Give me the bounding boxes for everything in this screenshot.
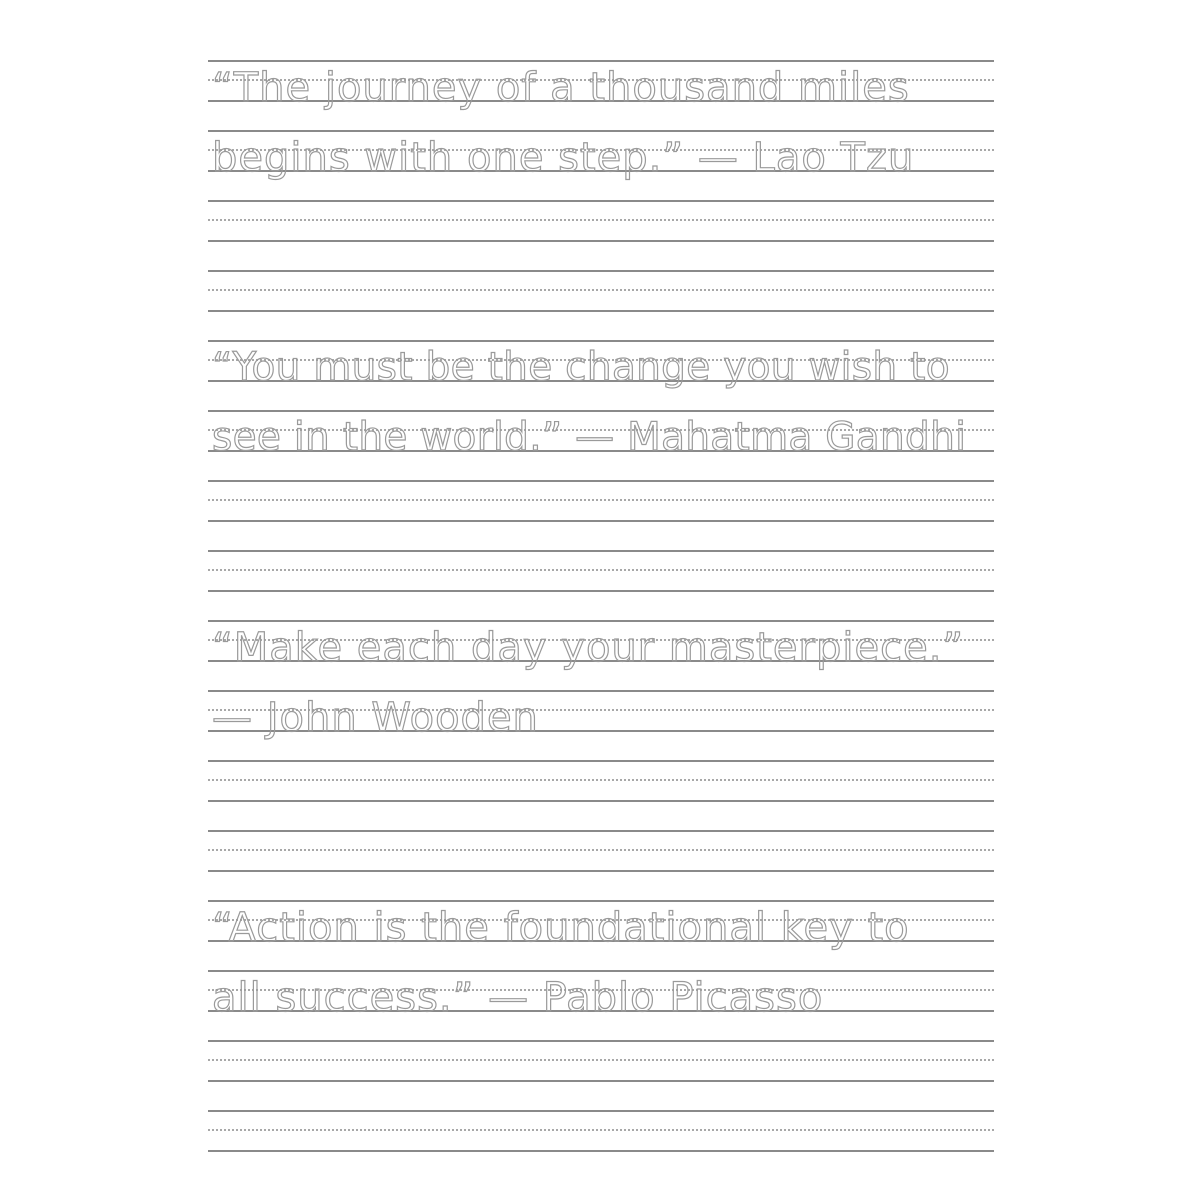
trace-text: “The journey of a thousand miles — [212, 65, 910, 111]
baseline — [208, 1080, 994, 1082]
baseline — [208, 520, 994, 522]
trace-row — [208, 340, 994, 410]
practice-row — [208, 480, 994, 550]
midline-dotted — [208, 1059, 994, 1061]
trace-row — [208, 60, 994, 130]
trace-text: “Make each day your masterpiece.” — [212, 625, 965, 671]
trace-text: “Action is the foundational key to — [212, 905, 910, 951]
top-line — [208, 900, 994, 902]
trace-text: “You must be the change you wish to — [212, 345, 950, 390]
top-line — [208, 130, 994, 132]
midline-dotted — [208, 1129, 994, 1131]
top-line — [208, 60, 994, 62]
trace-row — [208, 690, 994, 760]
top-line — [208, 830, 994, 832]
midline-dotted — [208, 289, 994, 291]
trace-text: see in the world.” — Mahatma Gandhi — [212, 415, 967, 460]
top-line — [208, 690, 994, 692]
top-line — [208, 480, 994, 482]
midline-dotted — [208, 779, 994, 781]
baseline — [208, 800, 994, 802]
trace-row — [208, 900, 994, 970]
handwriting-worksheet — [208, 0, 994, 1200]
top-line — [208, 410, 994, 412]
top-line — [208, 550, 994, 552]
baseline — [208, 240, 994, 242]
practice-row — [208, 270, 994, 340]
midline-dotted — [208, 569, 994, 571]
baseline — [208, 1150, 994, 1152]
top-line — [208, 970, 994, 972]
practice-row — [208, 200, 994, 270]
midline-dotted — [208, 849, 994, 851]
practice-row — [208, 830, 994, 900]
trace-row — [208, 970, 994, 1040]
top-line — [208, 620, 994, 622]
midline-dotted — [208, 219, 994, 221]
top-line — [208, 1040, 994, 1042]
top-line — [208, 340, 994, 342]
trace-row — [208, 410, 994, 480]
baseline — [208, 590, 994, 592]
practice-row — [208, 1040, 994, 1110]
top-line — [208, 760, 994, 762]
midline-dotted — [208, 499, 994, 501]
top-line — [208, 270, 994, 272]
trace-text: all success.” — Pablo Picasso — [212, 975, 824, 1021]
trace-text: begins with one step.” — Lao Tzu — [212, 135, 915, 181]
trace-row — [208, 620, 994, 690]
practice-row — [208, 550, 994, 620]
practice-row — [208, 1110, 994, 1180]
baseline — [208, 870, 994, 872]
trace-row — [208, 130, 994, 200]
top-line — [208, 200, 994, 202]
trace-text: — John Wooden — [212, 695, 539, 741]
practice-row — [208, 760, 994, 830]
top-line — [208, 1110, 994, 1112]
baseline — [208, 310, 994, 312]
